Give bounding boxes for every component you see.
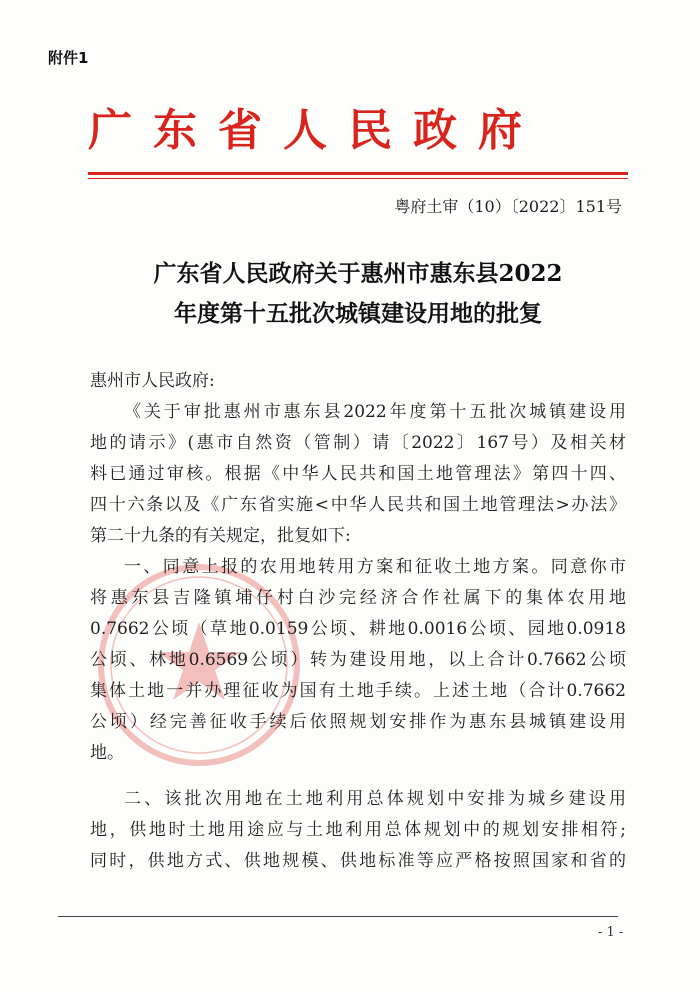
paragraph-line: 公顷、林地0.6569公顷）转为建设用地，以上合计0.7662公顷 bbox=[90, 650, 626, 670]
document-body bbox=[90, 366, 626, 877]
paragraph-line: 地的请示》(惠市自然资（管制）请〔2022〕167号）及相关材 bbox=[90, 433, 626, 453]
paragraph-line: 同时，供地方式、供地规模、供地标准等应严格按照国家和省的 bbox=[90, 851, 626, 871]
paragraph-line: 将惠东县吉隆镇埔仔村白沙完经济合作社属下的集体农用地 bbox=[90, 588, 626, 608]
paragraph-line: 二、该批次用地在土地利用总体规划中安排为城乡建设用 bbox=[124, 789, 626, 809]
issuing-authority-header: 广东省人民政府 bbox=[88, 105, 543, 156]
paragraph-line: 料已通过审核。根据《中华人民共和国土地管理法》第四十四、 bbox=[90, 464, 626, 484]
paragraph-line: 一、同意上报的农用地转用方案和征收土地方案。同意你市 bbox=[124, 557, 626, 577]
title-line-2: 年度第十五批次城镇建设用地的批复 bbox=[174, 300, 542, 327]
page-number: - 1 - bbox=[598, 925, 624, 940]
paragraph-line: 0.7662公顷（草地0.0159公顷、耕地0.0016公顷、园地0.0918 bbox=[90, 619, 626, 639]
attachment-label: 附件1 bbox=[48, 49, 89, 67]
footer-rule bbox=[58, 916, 618, 917]
salutation: 惠州市人民政府: bbox=[90, 371, 215, 391]
document-title bbox=[88, 254, 628, 334]
document-number: 粤府土审（10）〔2022〕151号 bbox=[394, 197, 622, 216]
paragraph-line: 地，供地时土地用途应与土地利用总体规划中的规划安排相符; bbox=[90, 820, 626, 840]
header-red-rule bbox=[88, 172, 628, 175]
paragraph-line: 四十六条以及《广东省实施<中华人民共和国土地管理法>办法》 bbox=[90, 495, 626, 515]
header-red-rule-thin bbox=[88, 178, 628, 179]
paragraph-line: 《关于审批惠州市惠东县2022年度第十五批次城镇建设用 bbox=[124, 402, 626, 422]
paragraph-line: 第二十九条的有关规定，批复如下: bbox=[90, 526, 351, 546]
paragraph-line: 公顷）经完善征收手续后依照规划安排作为惠东县城镇建设用 bbox=[90, 712, 626, 732]
paragraph-line: 集体土地一并办理征收为国有土地手续。上述土地（合计0.7662 bbox=[90, 681, 626, 701]
paragraph-line: 地。 bbox=[90, 743, 124, 763]
title-line-1: 广东省人民政府关于惠州市惠东县2022 bbox=[153, 260, 563, 287]
